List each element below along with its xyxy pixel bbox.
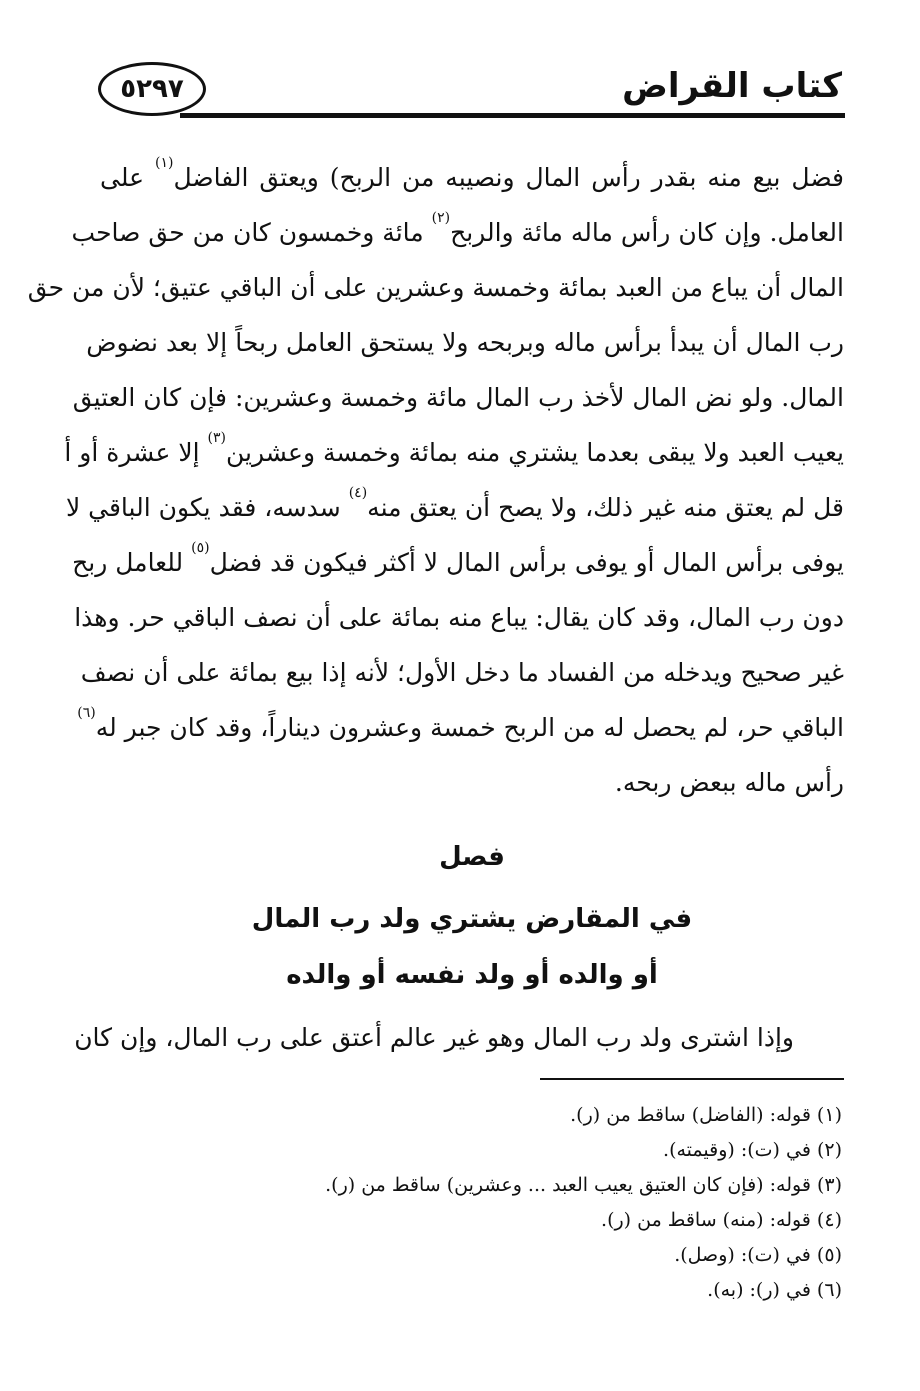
text-line-5: المال. ولو نض المال لأخذ رب المال مائة وخمسة وعشرين: فإن كان العتيق	[72, 383, 844, 412]
header-rule	[180, 113, 845, 118]
footnote-5: (٥) في (ت): (وصل).	[674, 1244, 842, 1266]
footnote-ref-5: (٥)	[191, 540, 210, 556]
footnote-1: (١) قوله: (الفاضل) ساقط من (ر).	[570, 1104, 842, 1126]
text-line-8: يوفى برأس المال أو يوفى برأس المال لا أكثر فيكون قد فضل$^{(٥)}$ للعامل ربح	[72, 540, 844, 577]
footnote-3: (٣) قوله: (فإن كان العتيق يعيب العبد ... وعشرين) ساقط من (ر).	[325, 1174, 842, 1196]
text-line-7: قل لم يعتق منه غير ذلك، ولا يصح أن يعتق منه$^{(٤)}$ سدسه، فقد يكون الباقي لا	[65, 485, 844, 522]
text-line-2: العامل. وإن كان رأس ماله مائة والربح$^{(٢)}$ مائة وخمسون كان من حق صاحب	[71, 210, 844, 247]
footnote-separator	[540, 1078, 844, 1080]
footnote-2: (٢) في (ت): (وقيمته).	[663, 1139, 842, 1161]
book-title: كتاب القراض	[622, 66, 842, 106]
body-text	[27, 150, 844, 810]
text-line-11: الباقي حر، لم يحصل له من الربح خمسة وعشرون ديناراً، وقد كان جبر له$^{(٦)}$	[77, 705, 844, 742]
footnote-4: (٤) قوله: (منه) ساقط من (ر).	[601, 1209, 842, 1231]
text-line-9: دون رب المال، وقد كان يقال: يباع منه بمائة على أن نصف الباقي حر. وهذا	[74, 603, 844, 632]
footnote-ref-2: (٢)	[431, 210, 451, 226]
section-subtitle-2: أو والده أو ولد نفسه أو والده	[286, 960, 658, 990]
section-title: فصل	[439, 842, 505, 872]
section-subtitle-1: في المقارض يشتري ولد رب المال	[251, 904, 693, 934]
text-line-3: المال أن يباع من العبد بمائة وخمسة وعشرين على أن الباقي عتيق؛ لأن من حق	[27, 273, 844, 302]
page-number: ٥٢٩٧	[120, 74, 184, 104]
text-line-6: يعيب العبد ولا يبقى بعدما يشتري منه بمائة وخمسة وعشرين$^{(٣)}$ إلا عشرة أو أ	[64, 430, 844, 467]
footnote-ref-3: (٣)	[207, 430, 226, 446]
footnote-ref-4: (٤)	[348, 485, 368, 501]
footnote-6: (٦) في (ر): (به).	[707, 1279, 842, 1301]
text-line-10: غير صحيح ويدخله من الفساد ما دخل الأول؛ لأنه إذا بيع بمائة على أن نصف	[80, 658, 844, 687]
paragraph-first-line: وإذا اشترى ولد رب المال وهو غير عالم أعتق على رب المال، وإن كان	[74, 1023, 794, 1052]
footnotes	[325, 1098, 842, 1308]
page-number-oval	[98, 62, 206, 116]
footnote-ref-6: (٦)	[77, 705, 96, 721]
text-line-4: رب المال أن يبدأ برأس ماله وبربحه ولا يستحق العامل ربحاً إلا بعد نضوض	[86, 328, 844, 357]
text-line-12: رأس ماله ببعض ربحه.	[614, 768, 844, 797]
text-line-1: فضل بيع منه بقدر رأس المال ونصيبه من الربح) ويعتق الفاضل$^{(١)}$ على	[100, 155, 844, 192]
footnote-ref-1: (١)	[154, 155, 174, 171]
